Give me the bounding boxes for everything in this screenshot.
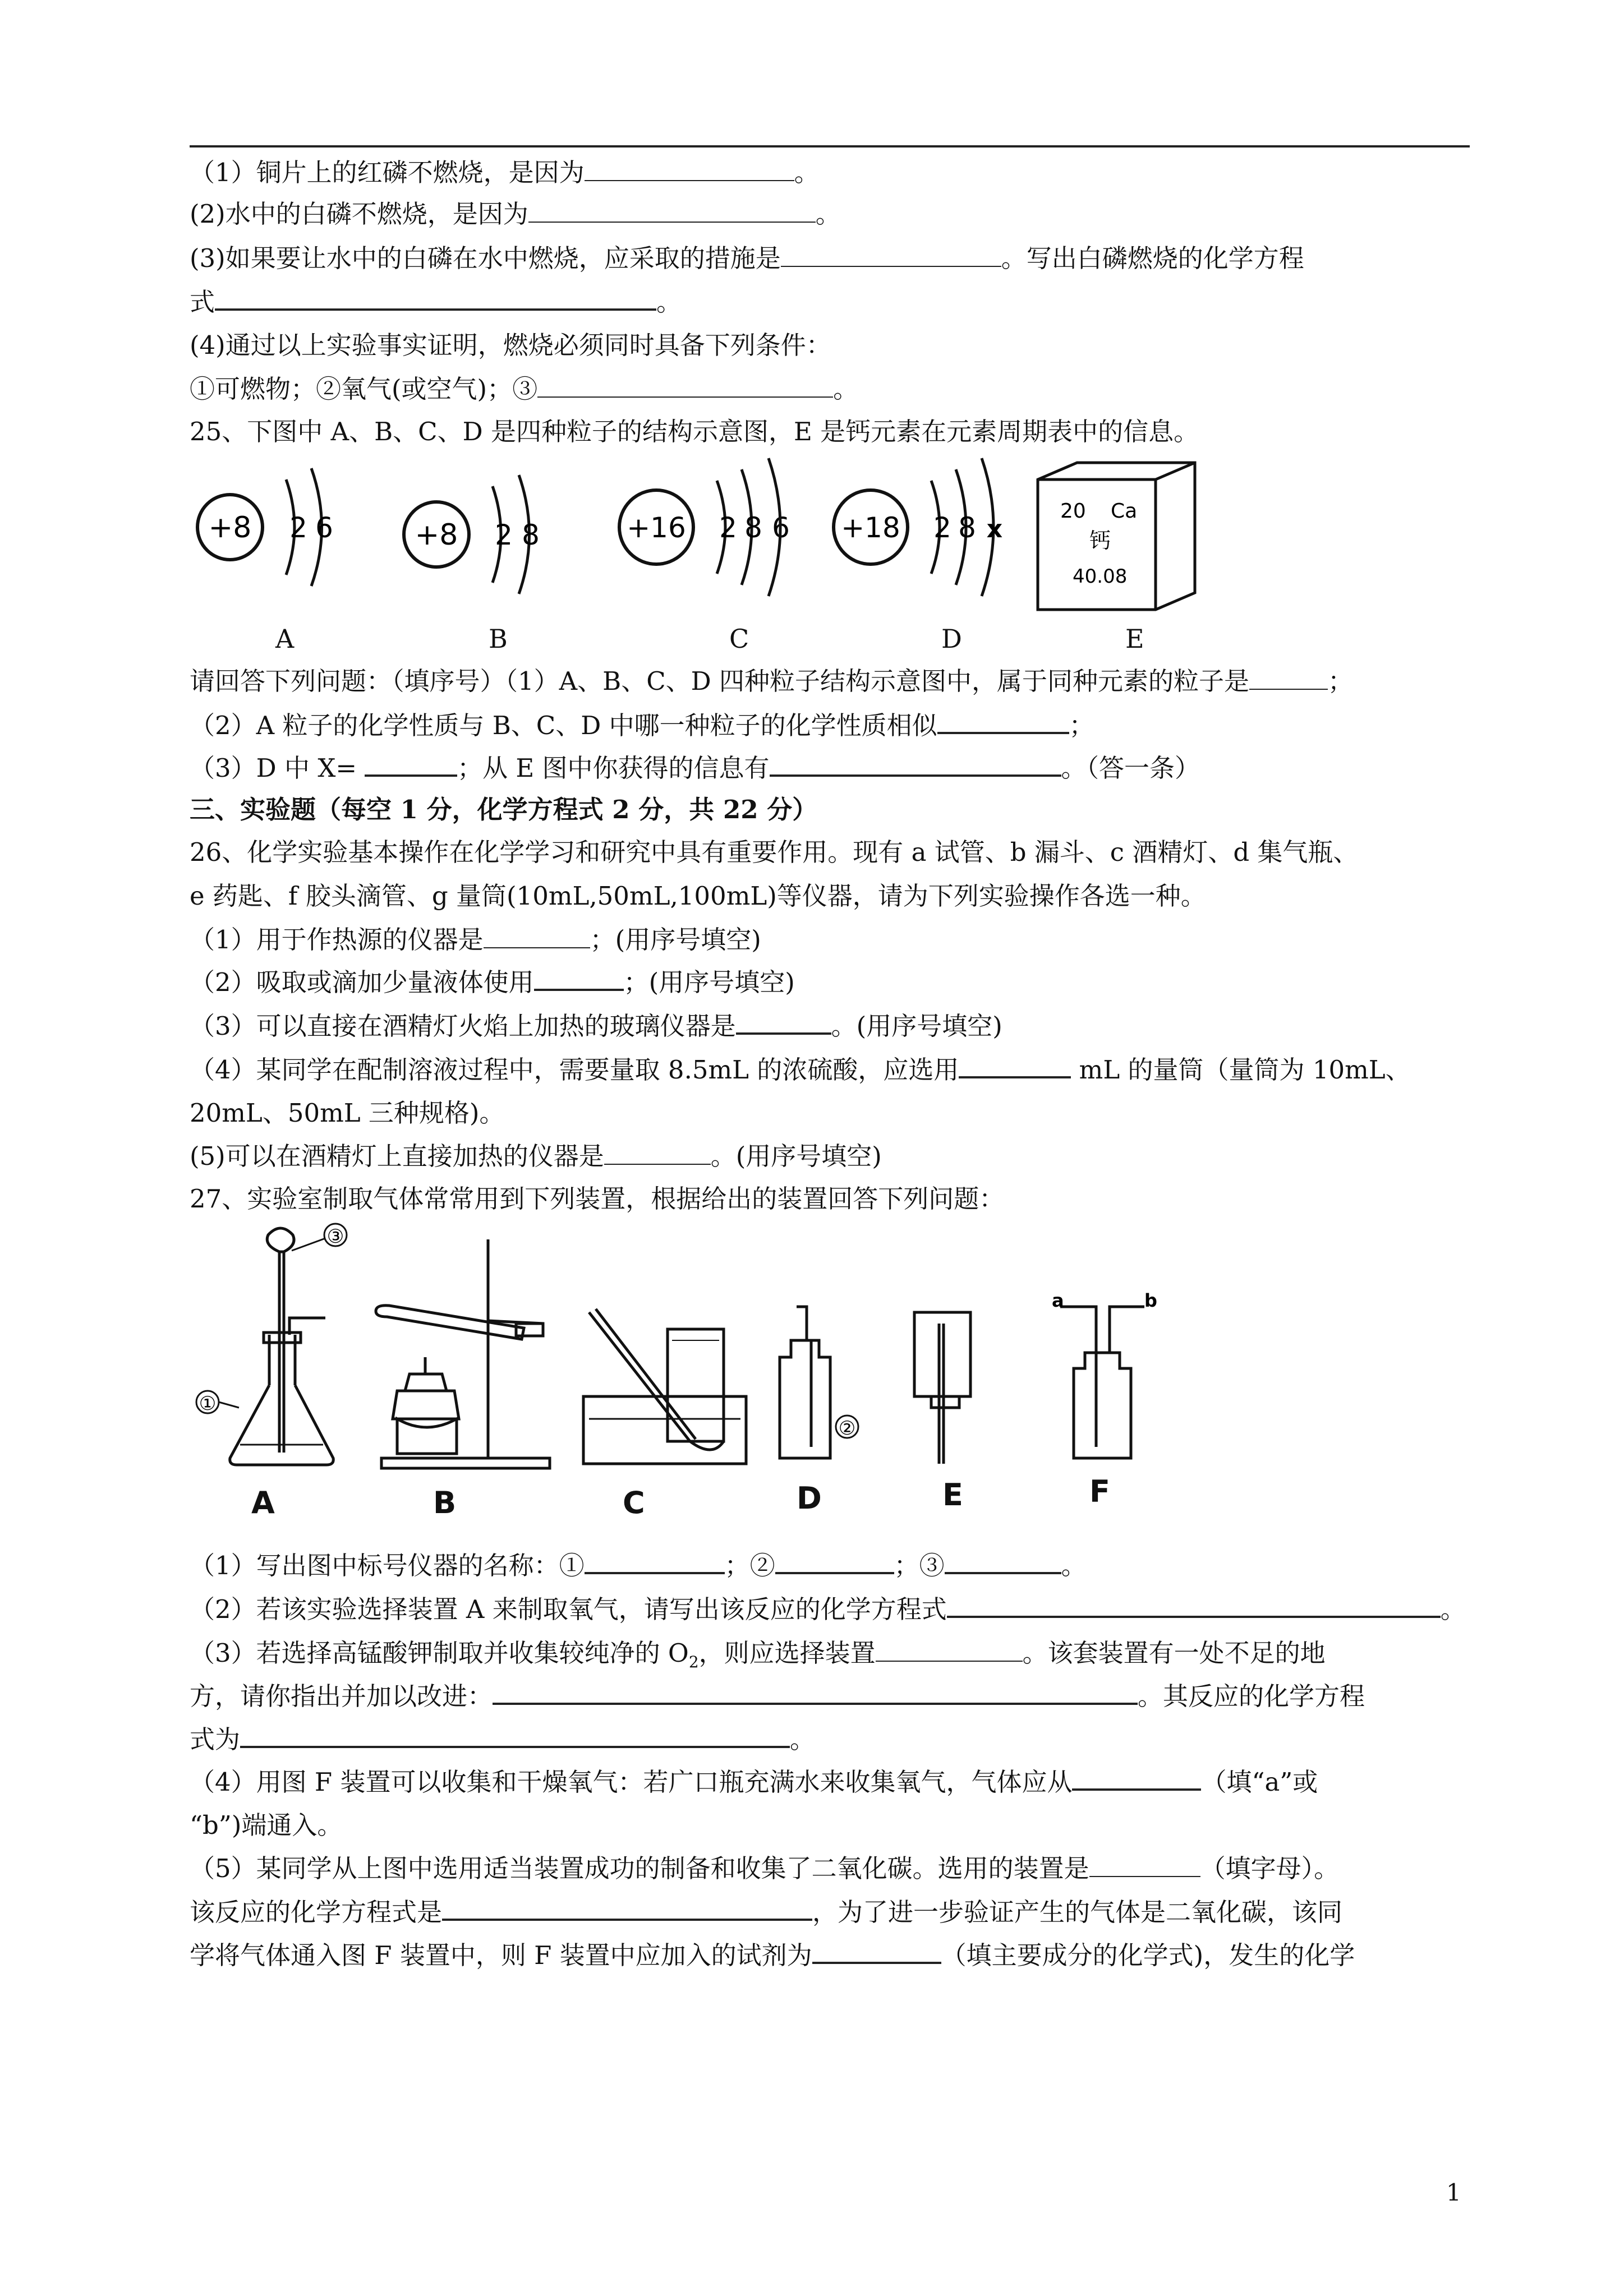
label-a: A xyxy=(275,624,295,654)
q26-intro-line2: e 药匙、f 胶头滴管、g 量筒(10mL,50mL,100mL)等仪器，请为下列实验操作各选一种。 xyxy=(190,881,1206,911)
answer-blank[interactable] xyxy=(365,752,457,777)
answer-blank[interactable] xyxy=(215,286,656,311)
answer-blank[interactable] xyxy=(937,709,1069,734)
q26-part2: （2）吸取或滴加少量液体使用 ；(用序号填空) xyxy=(190,967,795,997)
nucleus-charge: +18 xyxy=(841,511,900,544)
answer-blank[interactable] xyxy=(770,752,1061,777)
answer-blank[interactable] xyxy=(947,1593,1441,1618)
answer-blank[interactable] xyxy=(876,1638,1023,1662)
answer-blank[interactable] xyxy=(537,374,833,398)
marker-1: ① xyxy=(199,1393,217,1415)
answer-blank[interactable] xyxy=(1089,1854,1200,1877)
answer-blank[interactable] xyxy=(604,1141,711,1165)
marker-3: ③ xyxy=(326,1225,344,1248)
answer-blank[interactable] xyxy=(442,1896,812,1921)
apparatus-label-f: F xyxy=(1089,1474,1110,1509)
svg-text:8: 8 xyxy=(958,511,976,544)
section-3-heading: 三、实验题（每空 1 分，化学方程式 2 分，共 22 分） xyxy=(190,795,818,824)
q24-part3: (3)如果要让水中的白磷在水中燃烧，应采取的措施是 。写出白磷燃烧的化学方程 xyxy=(190,243,1304,273)
svg-text:20: 20 xyxy=(1060,500,1086,523)
q24-part4-conditions: ①可燃物；②氧气(或空气)；③ 。 xyxy=(190,374,859,404)
q27-intro: 27、实验室制取气体常常用到下列装置，根据给出的装置回答下列问题： xyxy=(190,1184,1005,1214)
q25-intro: 25、下图中 A、B、C、D 是四种粒子的结构示意图，E 是钙元素在元素周期表中的信息。 xyxy=(190,417,1199,446)
apparatus-label-d: D xyxy=(797,1481,822,1516)
q27-part2: （2）若该实验选择装置 A 来制取氧气，请写出该反应的化学方程式 。 xyxy=(190,1594,1466,1624)
answer-blank[interactable] xyxy=(812,1939,941,1964)
apparatus-label-e: E xyxy=(942,1477,963,1513)
label-e: E xyxy=(1125,624,1144,654)
q25-question1: 请回答下列问题：（填序号）（1）A、B、C、D 四种粒子结构示意图中，属于同种元素的粒子是 ； xyxy=(190,666,1354,696)
apparatus-a-flask xyxy=(196,1224,347,1465)
q26-part3: （3）可以直接在酒精灯火焰上加热的玻璃仪器是 。(用序号填空) xyxy=(190,1011,1002,1041)
answer-blank[interactable] xyxy=(240,1723,790,1748)
answer-blank[interactable] xyxy=(1249,666,1328,690)
q26-part1: （1）用于作热源的仪器是 ；(用序号填空) xyxy=(190,925,761,955)
answer-blank[interactable] xyxy=(585,1550,725,1574)
answer-blank[interactable] xyxy=(775,1550,894,1574)
q27-part3-improve: 方，请你指出并加以改进： 。其反应的化学方程 xyxy=(190,1681,1365,1711)
q27-part1: （1）写出图中标号仪器的名称：① ；② ；③ 。 xyxy=(190,1551,1087,1580)
q26-part4-cont: 20mL、50mL 三种规格)。 xyxy=(190,1098,505,1128)
apparatus-c-water-trough xyxy=(583,1309,746,1464)
svg-text:8: 8 xyxy=(744,511,762,544)
svg-text:2: 2 xyxy=(495,519,513,551)
q25-question3: （3）D 中 X= ；从 E 图中你获得的信息有 。（答一条） xyxy=(190,753,1200,783)
q24-part4: (4)通过以上实验事实证明，燃烧必须同时具备下列条件： xyxy=(190,330,831,360)
q26-part5: (5)可以在酒精灯上直接加热的仪器是 。(用序号填空) xyxy=(190,1141,882,1171)
port-b: b xyxy=(1144,1290,1157,1311)
q27-part4-cont: “b”)端通入。 xyxy=(190,1810,343,1840)
answer-blank[interactable] xyxy=(781,243,1001,267)
atom-diagram-a xyxy=(197,468,333,586)
label-c: C xyxy=(729,624,749,654)
svg-text:8: 8 xyxy=(522,519,540,551)
answer-blank[interactable] xyxy=(959,1054,1071,1078)
particle-structure-diagrams xyxy=(185,446,1206,665)
label-b: B xyxy=(489,624,508,654)
atom-diagram-d xyxy=(834,458,1002,596)
q26-intro-line1: 26、化学实验基本操作在化学学习和研究中具有重要作用。现有 a 试管、b 漏斗、c 酒精灯、d 集气瓶、 xyxy=(190,837,1359,867)
atom-diagram-b xyxy=(404,475,540,594)
answer-blank[interactable] xyxy=(484,925,590,948)
apparatus-b-heating-stand xyxy=(376,1239,550,1468)
q25-question2: （2）A 粒子的化学性质与 B、C、D 中哪一种粒子的化学性质相似 ； xyxy=(190,711,1094,740)
q27-part5-reagent: 学将气体通入图 F 装置中，则 F 装置中应加入的试剂为 （填主要成分的化学式)，发生的化学 xyxy=(190,1940,1355,1970)
answer-blank[interactable] xyxy=(534,966,624,991)
q27-part3: （3）若选择高锰酸钾制取并收集较纯净的 $O_2$，则应选择装置 。该套装置有一处不足的地 xyxy=(190,1638,1326,1671)
answer-blank[interactable] xyxy=(585,158,794,181)
answer-blank[interactable] xyxy=(1072,1766,1201,1791)
header-rule xyxy=(190,145,1470,147)
svg-text:Ca: Ca xyxy=(1111,500,1138,523)
atom-diagram-c xyxy=(619,458,790,596)
svg-text:2: 2 xyxy=(289,511,307,544)
svg-text:40.08: 40.08 xyxy=(1073,565,1128,588)
label-d: D xyxy=(941,624,962,654)
lab-apparatus-figure xyxy=(185,1223,1195,1514)
q24-part1: （1）铜片上的红磷不燃烧，是因为 。 xyxy=(190,158,820,187)
answer-blank[interactable] xyxy=(736,1010,831,1035)
svg-text:x: x xyxy=(986,515,1003,543)
element-card-calcium xyxy=(1038,463,1195,610)
apparatus-label-a: A xyxy=(251,1485,275,1520)
nucleus-charge: +16 xyxy=(627,511,686,544)
svg-text:2: 2 xyxy=(719,511,737,544)
svg-text:6: 6 xyxy=(772,511,790,544)
page-number: 1 xyxy=(1446,2179,1461,2206)
svg-text:钙: 钙 xyxy=(1089,528,1111,553)
answer-blank[interactable] xyxy=(945,1550,1061,1574)
q27-part3-equation: 式为 。 xyxy=(190,1725,816,1754)
nucleus-charge: +8 xyxy=(208,511,252,545)
q24-part2: (2)水中的白磷不燃烧，是因为 。 xyxy=(190,199,841,229)
nucleus-charge: +8 xyxy=(415,518,458,552)
q27-part4: （4）用图 F 装置可以收集和干燥氧气：若广口瓶充满水来收集氧气，气体应从 （填“a”或 xyxy=(190,1767,1318,1797)
q27-part5-equation: 该反应的化学方程式是 ，为了进一步验证产生的气体是二氧化碳，该同 xyxy=(190,1897,1343,1927)
port-a: a xyxy=(1052,1290,1064,1311)
apparatus-f-wash-bottle xyxy=(1060,1307,1144,1458)
svg-text:2: 2 xyxy=(933,511,951,544)
apparatus-label-b: B xyxy=(433,1485,457,1520)
svg-text:6: 6 xyxy=(315,511,333,544)
apparatus-label-c: C xyxy=(623,1485,645,1520)
q24-part3-equation: 式 。 xyxy=(190,287,682,317)
apparatus-e-inverted-bottle xyxy=(914,1312,970,1464)
answer-blank[interactable] xyxy=(528,199,816,223)
q27-part5: （5）某同学从上图中选用适当装置成功的制备和收集了二氧化碳。选用的装置是 （填字母）。 xyxy=(190,1854,1340,1883)
marker-2: ② xyxy=(838,1417,856,1440)
answer-blank[interactable] xyxy=(493,1680,1138,1705)
q26-part4: （4）某同学在配制溶液过程中，需要量取 8.5mL 的浓硫酸，应选用 mL 的量筒（量筒为 10mL、 xyxy=(190,1055,1411,1085)
